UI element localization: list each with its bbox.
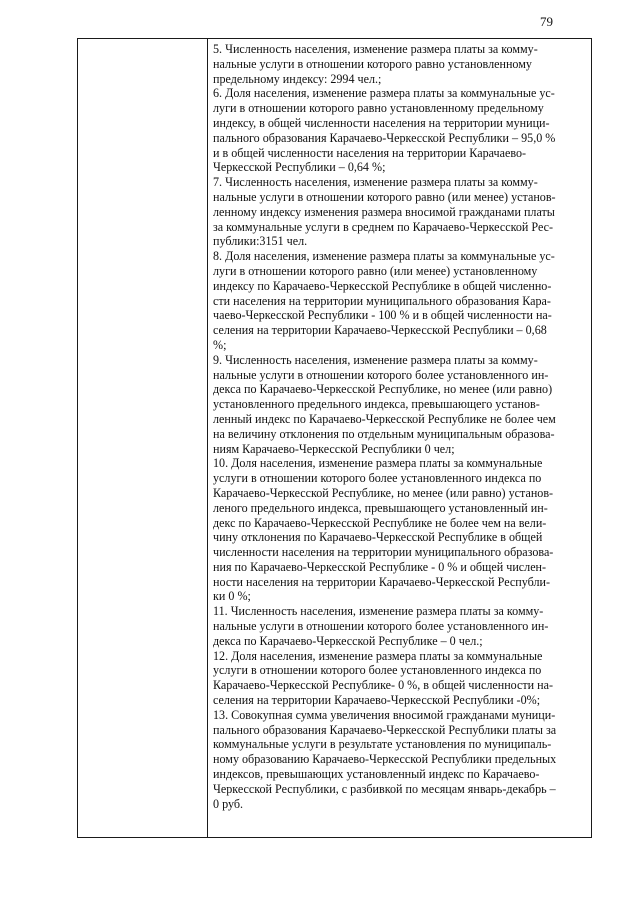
text-line: и в общей численности населения на территории Карачаево- (213, 145, 527, 160)
text-line: селения на территории Карачаево-Черкесской Республики -0%; (213, 693, 541, 708)
page-number: 79 (540, 14, 553, 29)
text-line: ния по Карачаево-Черкесской Республике - 0 % и общей числен- (213, 559, 547, 574)
text-line: декс по Карачаево-Черкесской Республике не более чем на вели- (213, 515, 547, 530)
text-line: услуги в отношении которого более установленного индекса по (213, 663, 542, 678)
document-table (77, 38, 592, 838)
text-line: коммунальные услуги в результате установления по муниципаль- (213, 737, 552, 752)
text-line: нальные услуги в отношении которого равно (или менее) установ- (213, 189, 556, 204)
table-left-column (78, 39, 208, 837)
text-line: 13. Совокупная сумма увеличения вносимой гражданами муници- (213, 707, 556, 722)
text-line: Черкесской Республики, с разбивкой по месяцам январь-декабрь – (213, 781, 556, 796)
text-line: ному образованию Карачаево-Черкесской Республики предельных (213, 752, 557, 767)
text-line: пального образования Карачаево-Черкесской Республики – 95,0 % (213, 130, 556, 145)
text-line: 0 руб. (213, 796, 244, 811)
text-line: чаево-Черкесской Республики - 100 % и в общей численности на- (213, 308, 552, 323)
indicator-item (213, 604, 587, 648)
text-line: ленный индекс по Карачаево-Черкесской Республике не более чем (213, 411, 556, 426)
text-line: 7. Численность населения, изменение размера платы за комму- (213, 175, 538, 190)
indicator-item (213, 249, 587, 353)
text-line: декса по Карачаево-Черкесской Республике, но менее (или равно) (213, 382, 553, 397)
indicator-item (213, 353, 587, 457)
text-line: 11. Численность населения, изменение размера платы за комму- (213, 604, 544, 619)
text-line: пального образования Карачаево-Черкесской Республики платы за (213, 722, 557, 737)
text-line: селения на территории Карачаево-Черкесской Республики – 0,68 (213, 323, 547, 338)
text-line: 5. Численность населения, изменение размера платы за комму- (213, 42, 538, 56)
text-line: индексу, в общей численности населения на территории муници- (213, 115, 550, 130)
indicator-item (213, 42, 587, 86)
text-line: ниям Карачаево-Черкесской Республики 0 чел; (213, 441, 455, 456)
text-line: услуги в отношении которого более установленного индекса по (213, 471, 542, 486)
text-line: индексов, превышающих установленный индекс по Карачаево- (213, 767, 540, 782)
text-line: чину отклонения по Карачаево-Черкесской Республике в общей (213, 530, 543, 545)
text-line: 12. Доля населения, изменение размера платы за коммунальные (213, 648, 543, 663)
indicator-item (213, 456, 587, 604)
text-line: %; (213, 337, 227, 352)
text-line: публики:3151 чел. (213, 234, 308, 249)
text-line: луги в отношении которого равно установленному предельному (213, 101, 544, 116)
text-line: 9. Численность населения, изменение размера платы за комму- (213, 352, 538, 367)
text-line: сти населения на территории муниципального образования Кара- (213, 293, 551, 308)
text-line: за коммунальные услуги в среднем по Карачаево-Черкесской Рес- (213, 219, 554, 234)
text-line: нальные услуги в отношении которого более установленного ин- (213, 619, 549, 634)
text-line: ленному индексу изменения размера вносимой гражданами платы (213, 204, 555, 219)
text-line: численности населения на территории муниципального образова- (213, 545, 554, 560)
indicator-item (213, 86, 587, 175)
text-line: 10. Доля населения, изменение размера платы за коммунальные (213, 456, 543, 471)
indicator-item (213, 175, 587, 249)
text-line: Карачаево-Черкесской Республике- 0 %, в общей численности на- (213, 678, 554, 693)
text-line: луги в отношении которого равно (или менее) установленному (213, 263, 538, 278)
text-line: ности населения на территории Карачаево-Черкесской Республи- (213, 574, 551, 589)
text-line: Черкесской Республики – 0,64 %; (213, 160, 386, 175)
indicator-item (213, 649, 587, 708)
text-line: ки 0 %; (213, 589, 251, 604)
text-line: декса по Карачаево-Черкесской Республике – 0 чел.; (213, 633, 483, 648)
text-line: леного предельного индекса, превышающего установленный ин- (213, 500, 548, 515)
table-content-column (208, 39, 591, 837)
text-line: индексу по Карачаево-Черкесской Республике в общей численно- (213, 278, 552, 293)
text-line: установленного предельного индекса, превышающего установ- (213, 397, 540, 412)
text-line: 8. Доля населения, изменение размера платы за коммунальные ус- (213, 249, 555, 264)
text-line: нальные услуги в отношении которого более установленного ин- (213, 367, 549, 382)
indicator-item (213, 708, 587, 812)
text-line: нальные услуги в отношении которого равно установленному (213, 56, 532, 71)
text-line: Карачаево-Черкесской Республике, но менее (или равно) установ- (213, 485, 554, 500)
text-line: на величину отклонения по отдельным муниципальным образова- (213, 426, 555, 441)
text-line: 6. Доля населения, изменение размера платы за коммунальные ус- (213, 86, 555, 101)
text-line: предельному индексу: 2994 чел.; (213, 71, 382, 86)
